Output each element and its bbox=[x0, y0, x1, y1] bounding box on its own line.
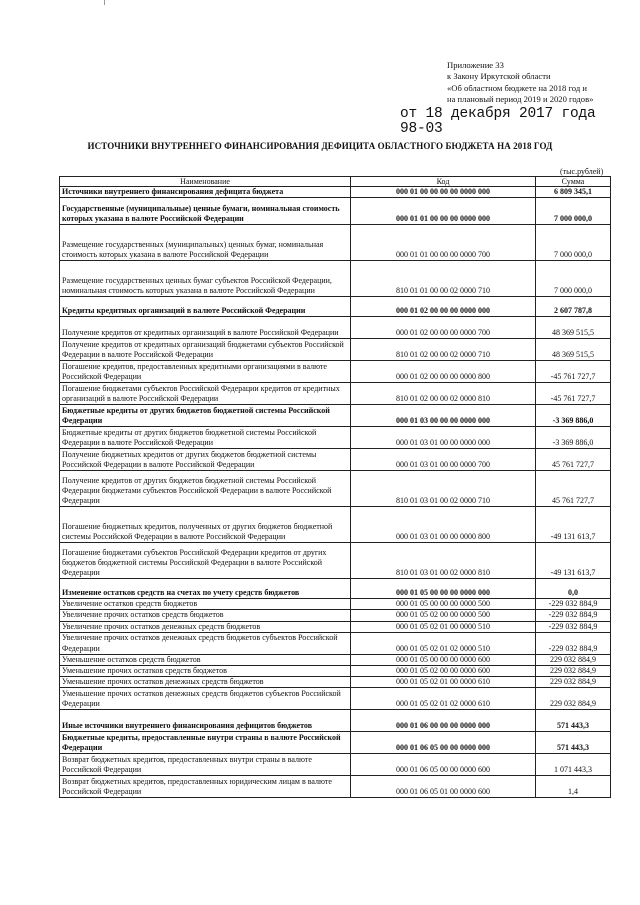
row-sum: 1 071 443,3 bbox=[536, 754, 611, 776]
table-row bbox=[60, 471, 611, 507]
units-label: (тыс.рублей) bbox=[560, 167, 604, 176]
row-code: 000 01 06 05 00 00 0000 000 bbox=[351, 732, 536, 754]
appendix-note bbox=[447, 60, 593, 106]
row-code: 000 01 05 02 01 02 0000 510 bbox=[351, 632, 536, 654]
row-name: Иные источники внутреннего финансирования дефицитов бюджетов bbox=[60, 710, 351, 732]
row-name: Кредиты кредитных организаций в валюте Российской Федерации bbox=[60, 297, 351, 317]
row-name: Возврат бюджетных кредитов, предоставленных юридическим лицам в валюте Российской Федерации bbox=[60, 776, 351, 798]
table-row bbox=[60, 776, 611, 798]
law-date: от 18 декабря 2017 года bbox=[400, 106, 596, 122]
row-name: Уменьшение прочих остатков денежных средств бюджетов bbox=[60, 677, 351, 688]
row-code: 000 01 01 00 00 00 0000 000 bbox=[351, 198, 536, 225]
row-code: 000 01 06 00 00 00 0000 000 bbox=[351, 710, 536, 732]
law-number: 98-03 bbox=[400, 121, 443, 137]
row-name: Государственные (муниципальные) ценные бумаги, номинальная стоимость которых указана в валюте Российской Федерации bbox=[60, 198, 351, 225]
table-row bbox=[60, 732, 611, 754]
row-sum: 45 761 727,7 bbox=[536, 449, 611, 471]
table-row bbox=[60, 507, 611, 543]
table-row bbox=[60, 317, 611, 339]
row-sum: -3 369 886,0 bbox=[536, 405, 611, 427]
row-name: Уменьшение прочих остатков денежных средств бюджетов субъектов Российской Федерации bbox=[60, 688, 351, 710]
row-name: Увеличение остатков средств бюджетов bbox=[60, 599, 351, 610]
row-code: 000 01 02 00 00 00 0000 800 bbox=[351, 361, 536, 383]
row-code: 000 01 05 00 00 00 0000 000 bbox=[351, 579, 536, 599]
row-sum: -45 761 727,7 bbox=[536, 383, 611, 405]
row-sum: 7 000 000,0 bbox=[536, 198, 611, 225]
table-row bbox=[60, 632, 611, 654]
table-row bbox=[60, 654, 611, 665]
row-code: 000 01 05 00 00 00 0000 500 bbox=[351, 599, 536, 610]
row-code: 000 01 05 02 01 00 0000 510 bbox=[351, 621, 536, 632]
row-name: Получение кредитов от кредитных организаций в валюте Российской Федерации bbox=[60, 317, 351, 339]
row-code: 000 01 03 01 00 00 0000 800 bbox=[351, 507, 536, 543]
row-code: 000 01 03 00 00 00 0000 000 bbox=[351, 405, 536, 427]
table-row bbox=[60, 449, 611, 471]
row-name: Получение кредитов от других бюджетов бюджетной системы Российской Федерации бюджетами субъектов Российской Федерации в валюте Российской Федерации bbox=[60, 471, 351, 507]
appendix-line: на плановый период 2019 и 2020 годов» bbox=[447, 94, 594, 105]
table-row bbox=[60, 543, 611, 579]
row-sum: -229 032 884,9 bbox=[536, 632, 611, 654]
scan-edge-mark bbox=[104, 0, 105, 5]
table-row bbox=[60, 579, 611, 599]
law-date-stamp bbox=[400, 107, 596, 137]
row-sum: 48 369 515,5 bbox=[536, 339, 611, 361]
appendix-line: к Закону Иркутской области bbox=[447, 71, 551, 82]
row-sum: 45 761 727,7 bbox=[536, 471, 611, 507]
row-name: Бюджетные кредиты от других бюджетов бюджетной системы Российской Федерации в валюте Российской Федерации bbox=[60, 427, 351, 449]
row-code: 000 01 03 01 00 00 0000 700 bbox=[351, 449, 536, 471]
row-name: Получение бюджетных кредитов от других бюджетов бюджетной системы Российской Федерации в валюте Российской Федерации bbox=[60, 449, 351, 471]
row-sum: -229 032 884,9 bbox=[536, 621, 611, 632]
row-name: Бюджетные кредиты от других бюджетов бюджетной системы Российской Федерации bbox=[60, 405, 351, 427]
row-code: 000 01 02 00 00 00 0000 000 bbox=[351, 297, 536, 317]
table-row bbox=[60, 361, 611, 383]
row-code: 000 01 03 01 00 00 0000 000 bbox=[351, 427, 536, 449]
row-code: 000 01 05 02 01 02 0000 610 bbox=[351, 688, 536, 710]
row-sum: 2 607 787,8 bbox=[536, 297, 611, 317]
row-sum: -229 032 884,9 bbox=[536, 599, 611, 610]
row-name: Увеличение прочих остатков денежных средств бюджетов субъектов Российской Федерации bbox=[60, 632, 351, 654]
table-row bbox=[60, 427, 611, 449]
row-sum: 571 443,3 bbox=[536, 732, 611, 754]
row-sum: 7 000 000,0 bbox=[536, 261, 611, 297]
row-sum: -3 369 886,0 bbox=[536, 427, 611, 449]
row-code: 000 01 05 02 01 00 0000 610 bbox=[351, 677, 536, 688]
row-code: 810 01 02 00 00 02 0000 810 bbox=[351, 383, 536, 405]
row-name: Погашение бюджетами субъектов Российской Федерации кредитов от других бюджетов бюджетной системы Российской Федерации в валюте Российской Федерации bbox=[60, 543, 351, 579]
row-name: Размещение государственных (муниципальных) ценных бумаг, номинальная стоимость которых указана в валюте Российской Федерации bbox=[60, 225, 351, 261]
row-name: Размещение государственных ценных бумаг субъектов Российской Федерации, номинальная стоимость которых указана в валюте Российской Федерации bbox=[60, 261, 351, 297]
row-code: 000 01 06 05 00 00 0000 600 bbox=[351, 754, 536, 776]
table-row bbox=[60, 405, 611, 427]
row-code: 000 01 02 00 00 00 0000 700 bbox=[351, 317, 536, 339]
table-row bbox=[60, 621, 611, 632]
row-name: Возврат бюджетных кредитов, предоставленных внутри страны в валюте Российской Федерации bbox=[60, 754, 351, 776]
row-sum: -49 131 613,7 bbox=[536, 507, 611, 543]
row-code: 000 01 05 02 00 00 0000 600 bbox=[351, 666, 536, 677]
row-name: Получение кредитов от кредитных организаций бюджетами субъектов Российской Федерации в валюте Российской Федерации bbox=[60, 339, 351, 361]
row-code: 000 01 01 00 00 00 0000 700 bbox=[351, 225, 536, 261]
row-code: 000 01 06 05 01 00 0000 600 bbox=[351, 776, 536, 798]
row-sum: 229 032 884,9 bbox=[536, 666, 611, 677]
row-sum: 229 032 884,9 bbox=[536, 654, 611, 665]
row-sum: 571 443,3 bbox=[536, 710, 611, 732]
financing-sources-table bbox=[59, 176, 611, 798]
table-body bbox=[60, 187, 611, 798]
table-row bbox=[60, 339, 611, 361]
table-row bbox=[60, 261, 611, 297]
row-sum: 6 809 345,1 bbox=[536, 187, 611, 198]
table-row bbox=[60, 666, 611, 677]
row-sum: 48 369 515,5 bbox=[536, 317, 611, 339]
header-code: Код bbox=[351, 177, 536, 187]
row-name: Погашение бюджетами субъектов Российской Федерации кредитов от кредитных организаций в валюте Российской Федерации bbox=[60, 383, 351, 405]
row-code: 810 01 03 01 00 02 0000 710 bbox=[351, 471, 536, 507]
table-row bbox=[60, 677, 611, 688]
row-code: 000 01 05 02 00 00 0000 500 bbox=[351, 610, 536, 621]
row-name: Увеличение прочих остатков средств бюджетов bbox=[60, 610, 351, 621]
row-code: 810 01 02 00 00 02 0000 710 bbox=[351, 339, 536, 361]
table-row bbox=[60, 198, 611, 225]
row-name: Погашение бюджетных кредитов, полученных от других бюджетов бюджетной системы Российской Федерации в валюте Российской Федерации bbox=[60, 507, 351, 543]
row-name: Погашение кредитов, предоставленных кредитными организациями в валюте Российской Федерации bbox=[60, 361, 351, 383]
table-row bbox=[60, 599, 611, 610]
row-name: Источники внутреннего финансирования дефицита бюджета bbox=[60, 187, 351, 198]
row-name: Уменьшение остатков средств бюджетов bbox=[60, 654, 351, 665]
document-title: ИСТОЧНИКИ ВНУТРЕННЕГО ФИНАНСИРОВАНИЯ ДЕФИЦИТА ОБЛАСТНОГО БЮДЖЕТА НА 2018 ГОД bbox=[87, 141, 553, 151]
row-code: 000 01 05 00 00 00 0000 600 bbox=[351, 654, 536, 665]
row-name: Бюджетные кредиты, предоставленные внутри страны в валюте Российской Федерации bbox=[60, 732, 351, 754]
table-header-row bbox=[60, 177, 611, 187]
row-sum: 229 032 884,9 bbox=[536, 677, 611, 688]
row-code: 810 01 01 00 00 02 0000 710 bbox=[351, 261, 536, 297]
appendix-line: «Об областном бюджете на 2018 год и bbox=[447, 82, 587, 93]
table-row bbox=[60, 187, 611, 198]
header-sum: Сумма bbox=[536, 177, 611, 187]
row-name: Уменьшение прочих остатков средств бюджетов bbox=[60, 666, 351, 677]
header-name: Наименование bbox=[60, 177, 351, 187]
row-sum: -229 032 884,9 bbox=[536, 610, 611, 621]
table-row bbox=[60, 225, 611, 261]
table-row bbox=[60, 297, 611, 317]
appendix-line: Приложение 33 bbox=[447, 60, 504, 70]
table-row bbox=[60, 710, 611, 732]
table-row bbox=[60, 688, 611, 710]
row-sum: 229 032 884,9 bbox=[536, 688, 611, 710]
row-sum: 1,4 bbox=[536, 776, 611, 798]
row-sum: -49 131 613,7 bbox=[536, 543, 611, 579]
row-name: Увеличение прочих остатков денежных средств бюджетов bbox=[60, 621, 351, 632]
row-sum: 0,0 bbox=[536, 579, 611, 599]
row-sum: -45 761 727,7 bbox=[536, 361, 611, 383]
row-code: 810 01 03 01 00 02 0000 810 bbox=[351, 543, 536, 579]
row-code: 000 01 00 00 00 00 0000 000 bbox=[351, 187, 536, 198]
table-row bbox=[60, 610, 611, 621]
table-row bbox=[60, 383, 611, 405]
row-name: Изменение остатков средств на счетах по учету средств бюджетов bbox=[60, 579, 351, 599]
table-row bbox=[60, 754, 611, 776]
row-sum: 7 000 000,0 bbox=[536, 225, 611, 261]
